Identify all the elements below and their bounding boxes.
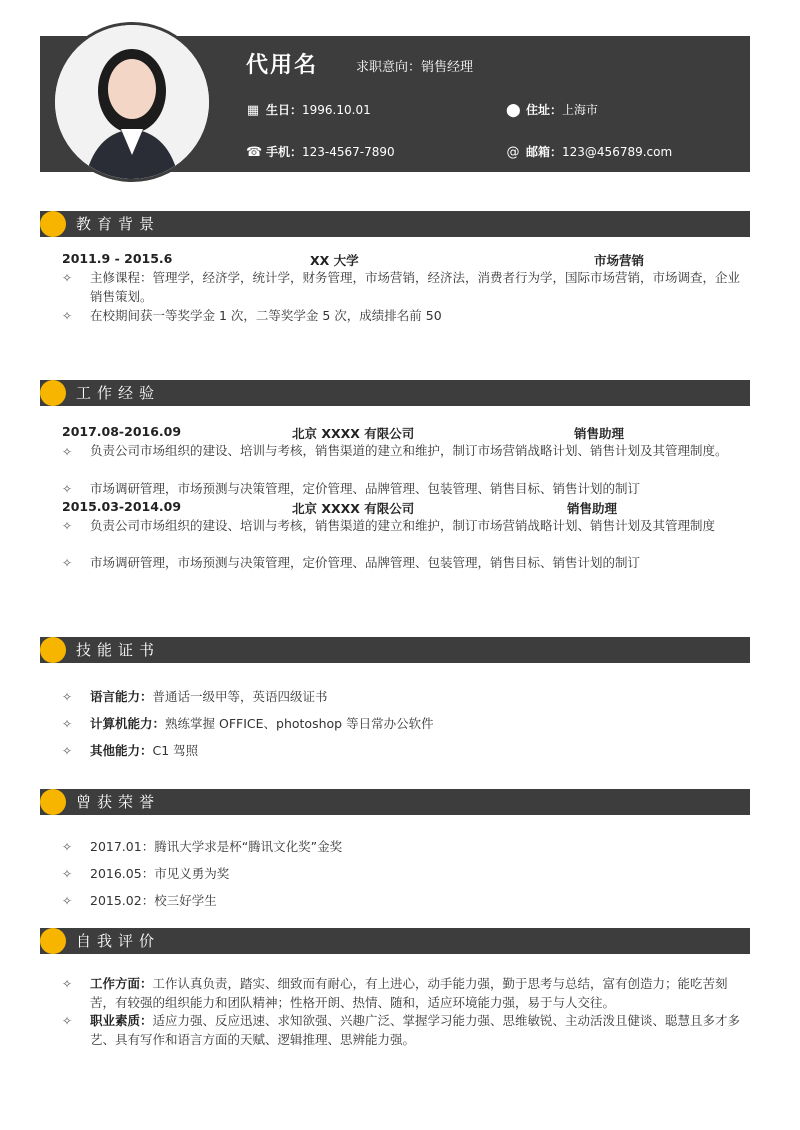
job-position: 销售助理 (574, 426, 625, 441)
skill-text: C1 驾照 (152, 743, 199, 758)
address-value: 上海市 (562, 103, 599, 117)
candidate-name: 代用名 (246, 53, 319, 78)
self-label: 工作方面： (90, 976, 153, 991)
bullet-icon: ✧ (62, 482, 73, 496)
email-label: 邮箱： (526, 145, 563, 159)
phone-icon: ☎ (246, 145, 263, 160)
work-section-title: 工作经验 (76, 384, 161, 402)
bullet-icon: ✧ (62, 309, 73, 323)
bullet-icon: ✧ (62, 867, 73, 881)
skill-item (90, 687, 745, 706)
education-school: XX 大学 (310, 253, 359, 268)
skill-text: 普通话一级甲等，英语四级证书 (152, 689, 328, 704)
birth-label: 生日： (266, 103, 303, 117)
work-section-dot (40, 380, 66, 406)
bullet-icon: ✧ (62, 1014, 73, 1028)
education-section-dot (40, 211, 66, 237)
job-item: 负责公司市场组织的建设、培训与考核，销售渠道的建立和维护，制订市场营销战略计划、销售计划及其管理制度 (90, 518, 716, 533)
self-section-dot (40, 928, 66, 954)
self-text: 工作认真负责，踏实、细致而有耐心，有上进心，动手能力强，勤于思考与总结，富有创造力；能吃苦刻苦，有较强的组织能力和团队精神；性格开朗、热情、随和，适应环境能力强，易于与人交往。 (90, 976, 728, 1010)
skill-label: 计算机能力： (90, 716, 166, 731)
job-company: 北京 XXXX 有限公司 (292, 426, 415, 441)
job-intent: 求职意向：销售经理 (356, 60, 474, 75)
self-section-title: 自我评价 (76, 932, 161, 950)
job-item: 市场调研管理，市场预测与决策管理，定价管理、品牌管理、包装管理，销售目标、销售计划的制订 (90, 555, 641, 570)
skill-item (90, 741, 745, 760)
education-item: 主修课程：管理学，经济学，统计学，财务管理，市场营销，经济法，消费者行为学，国际市场营销，市场调查，企业销售策划。 (90, 270, 741, 304)
bullet-icon: ✧ (62, 744, 73, 758)
birth-info (246, 101, 371, 118)
phone-label: 手机： (266, 145, 303, 159)
bullet-icon: ✧ (62, 690, 73, 704)
bullet-icon: ✧ (62, 894, 73, 908)
self-item (90, 1011, 745, 1049)
birth-value: 1996.10.01 (302, 103, 371, 117)
address-info (506, 101, 598, 118)
bullet-icon: ✧ (62, 445, 73, 459)
education-major: 市场营销 (594, 253, 645, 268)
job-period: 2015.03-2014.09 (62, 499, 182, 514)
profile-photo (52, 22, 212, 182)
bullet-icon: ✧ (62, 717, 73, 731)
honors-section-dot (40, 789, 66, 815)
job-position: 销售助理 (567, 501, 618, 516)
honors-section-title: 曾获荣誉 (76, 793, 161, 811)
at-icon: @ (506, 145, 520, 160)
skill-label: 其他能力： (90, 743, 153, 758)
address-label: 住址： (526, 103, 563, 117)
self-item (90, 974, 745, 1012)
honor-item: 2016.05：市见义勇为奖 (90, 866, 230, 881)
skill-text: 熟练掌握 OFFICE、photoshop 等日常办公软件 (165, 716, 434, 731)
honor-item: 2015.02：校三好学生 (90, 893, 217, 908)
education-period: 2011.9 - 2015.6 (62, 251, 173, 266)
job-company: 北京 XXXX 有限公司 (292, 501, 415, 516)
phone-value: 123-4567-7890 (302, 145, 395, 159)
skills-section-dot (40, 637, 66, 663)
email-value: 123@456789.com (562, 145, 673, 159)
skills-section-title: 技能证书 (76, 641, 161, 659)
education-item: 在校期间获一等奖学金 1 次，二等奖学金 5 次，成绩排名前 50 (90, 308, 442, 323)
skill-item (90, 714, 745, 733)
education-section-title: 教育背景 (76, 215, 161, 233)
honor-item: 2017.01：腾讯大学求是杯“腾讯文化奖”金奖 (90, 839, 343, 854)
job-item: 负责公司市场组织的建设、培训与考核，销售渠道的建立和维护，制订市场营销战略计划、销售计划及其管理制度。 (90, 443, 728, 458)
skill-label: 语言能力： (90, 689, 153, 704)
job-period: 2017.08-2016.09 (62, 424, 182, 439)
job-item: 市场调研管理，市场预测与决策管理，定价管理、品牌管理、包装管理、销售目标、销售计划的制订 (90, 481, 641, 496)
self-text: 适应力强、反应迅速、求知欲强、兴趣广泛、掌握学习能力强、思维敏锐、主动活泼且健谈、聪慧且多才多艺、具有写作和语言方面的天赋、逻辑推理、思辨能力强。 (90, 1013, 741, 1047)
calendar-icon: ▦ (246, 103, 260, 118)
bullet-icon: ✧ (62, 271, 73, 285)
bullet-icon: ✧ (62, 977, 73, 991)
bullet-icon: ✧ (62, 556, 73, 570)
bullet-icon: ✧ (62, 519, 73, 533)
email-info (506, 143, 672, 160)
phone-info (246, 143, 395, 160)
bullet-icon: ✧ (62, 840, 73, 854)
location-pin-icon: ⬤ (506, 103, 521, 118)
self-label: 职业素质： (90, 1013, 153, 1028)
